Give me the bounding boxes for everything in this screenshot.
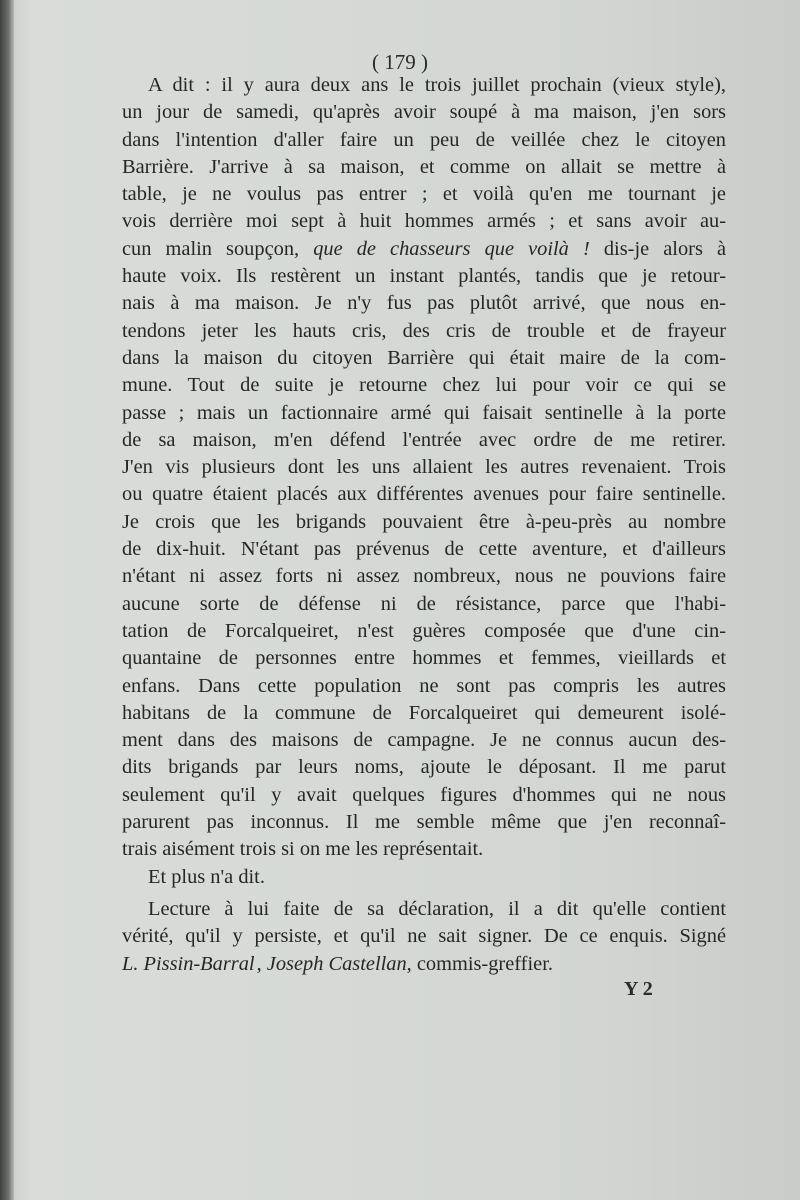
text-line: n'étant ni assez forts ni assez nombreux, nous ne pouvions faire <box>122 565 726 588</box>
text-line: passe ; mais un factionnaire armé qui faisait sentinelle à la porte <box>122 401 726 424</box>
signature-line <box>122 951 726 978</box>
text-line: vérité, qu'il y persiste, et qu'il ne sait signer. De ce enquis. Signé <box>122 925 726 948</box>
text-line: table, je ne voulus pas entrer ; et voilà qu'en me tournant je <box>122 183 726 206</box>
text-line: tendons jeter les hauts cris, des cris de trouble et de frayeur <box>122 319 726 342</box>
italic-quote: que de chasseurs que voilà ! <box>313 237 590 260</box>
text-line: quantaine de personnes entre hommes et femmes, vieillards et <box>122 647 726 670</box>
text-line: mune. Tout de suite je retourne chez lui pour voir ce qui se <box>122 374 726 397</box>
text-line: Je crois que les brigands pouvaient être à-peu-près au nombre <box>122 510 726 533</box>
text-line: tation de Forcalqueiret, n'est guères composée que d'une cin- <box>122 619 726 642</box>
signature-separator: , <box>256 952 262 975</box>
signature-name: L. Pissin-Barral <box>122 952 255 975</box>
text-line: habitans de la commune de Forcalqueiret qui demeurent isolé- <box>122 701 726 724</box>
signature-mark: Y 2 <box>624 978 653 1000</box>
text-line: dans la maison du citoyen Barrière qui était maire de la com- <box>122 346 726 369</box>
text-line: aucune sorte de défense ni de résistance, parce que l'habi- <box>122 592 726 615</box>
page-number: ( 179 ) <box>372 50 428 74</box>
text-line: J'en vis plusieurs dont les uns allaient les autres revenaient. Trois <box>122 456 726 479</box>
signature-name: Joseph Castellan <box>266 952 407 975</box>
text-line: trais aisément trois si on me les représentait. <box>122 838 484 861</box>
text-line: vois derrière moi sept à huit hommes armés ; et sans avoir au- <box>122 210 726 233</box>
text-line: un jour de samedi, qu'après avoir soupé à ma maison, j'en sors <box>122 101 726 124</box>
text-line: seulement qu'il y avait quelques figures d'hommes qui ne nous <box>122 783 726 806</box>
page-gutter-shadow <box>0 0 14 1200</box>
signature-title: , commis-greffier. <box>406 952 553 975</box>
text-line: Barrière. J'arrive à sa maison, et comme on allait se mettre à <box>122 155 726 178</box>
body-text <box>122 72 726 978</box>
text-line: ment dans des maisons de campagne. Je ne connus aucun des- <box>122 729 726 752</box>
text-line: parurent pas inconnus. Il me semble même que j'en reconnaî- <box>122 811 726 834</box>
text-line: ou quatre étaient placés aux différentes avenues pour faire sentinelle. <box>122 483 726 506</box>
text-line: dans l'intention d'aller faire un peu de veillée chez le citoyen <box>122 128 726 151</box>
text-line: haute voix. Ils restèrent un instant plantés, tandis que je retour- <box>122 265 726 288</box>
text-line: enfans. Dans cette population ne sont pas compris les autres <box>122 674 726 697</box>
text-fragment: dis-je alors à <box>589 237 727 260</box>
text-fragment: cun malin soupçon, <box>122 237 314 260</box>
text-line: nais à ma maison. Je n'y fus pas plutôt arrivé, que nous en- <box>122 292 726 315</box>
text-line: de sa maison, m'en défend l'entrée avec ordre de me retirer. <box>122 428 726 451</box>
text-line-with-quote <box>122 236 726 263</box>
text-line: A dit : il y aura deux ans le trois juillet prochain (vieux style), <box>148 74 726 96</box>
text-line: dits brigands par leurs noms, ajoute le déposant. Il me parut <box>122 756 726 779</box>
text-line: Lecture à lui faite de sa déclaration, il a dit qu'elle contient <box>148 897 726 920</box>
text-line: de dix-huit. N'étant pas prévenus de cette aventure, et d'ailleurs <box>122 538 726 561</box>
closing-line: Et plus n'a dit. <box>148 865 265 888</box>
